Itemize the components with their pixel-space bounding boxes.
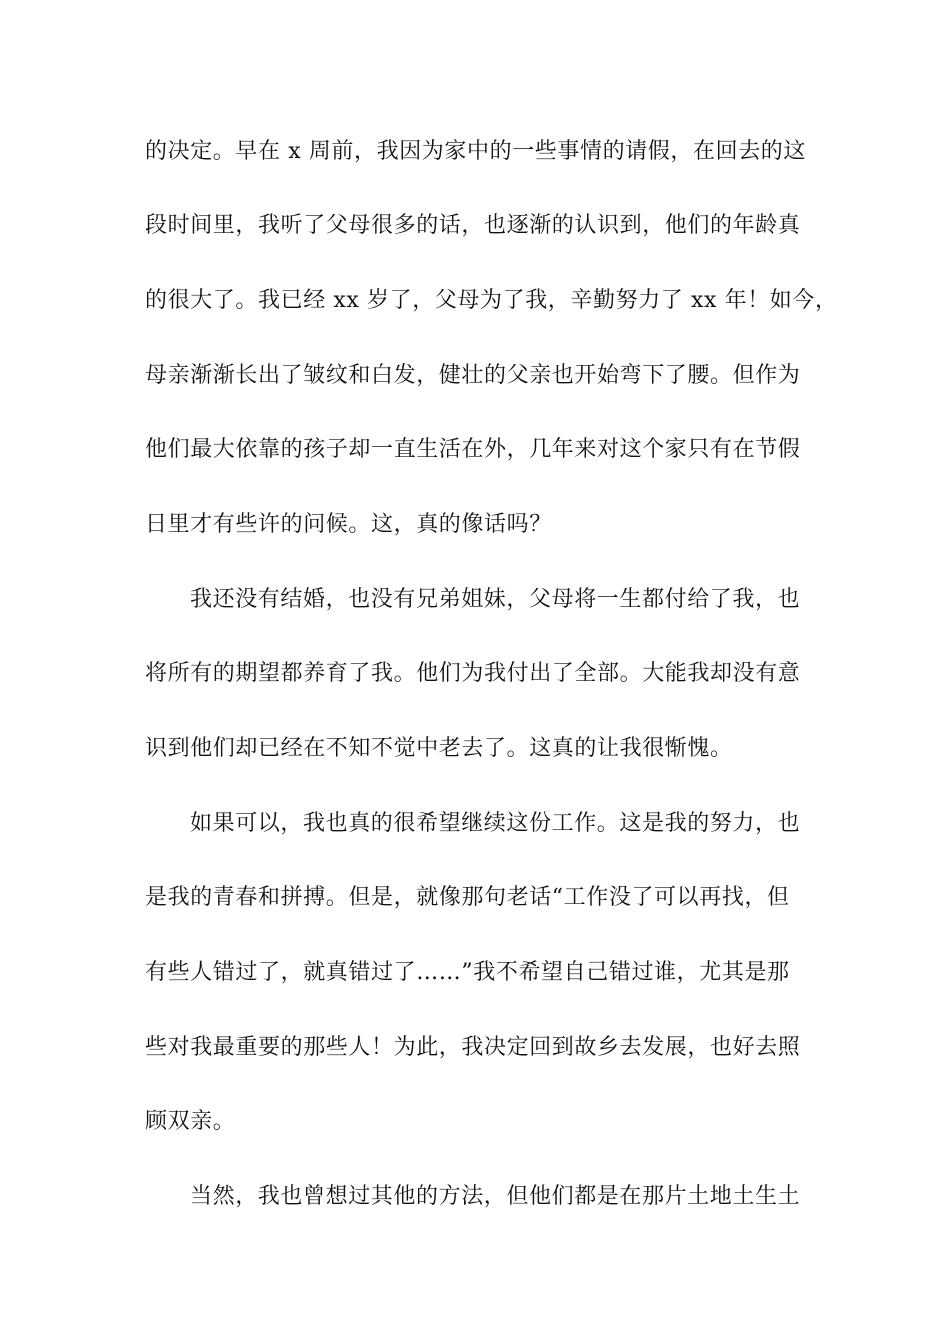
text-line: 是我的青春和拼搏。但是，就像那句老话“工作没了可以再找，但 (145, 885, 790, 910)
paragraph-start-line: 当然，我也曾想过其他的方法，但他们都是在那片土地土生土 (190, 1184, 801, 1209)
text-line: 识到他们却已经在不知不觉中老去了。这真的让我很惭愧。 (145, 736, 733, 761)
paragraph-start-line: 我还没有结婚，也没有兄弟姐妹，父母将一生都付给了我，也 (190, 587, 801, 612)
text-line: 日里才有些许的问候。这，真的像话吗？ (145, 512, 552, 537)
text-line: 段时间里，我听了父母很多的话，也逐渐的认识到，他们的年龄真 (145, 213, 801, 238)
text-line: 的决定。早在 x 周前，我因为家中的一些事情的请假，在回去的这 (145, 139, 806, 164)
text-line: 些对我最重要的那些人！为此，我决定回到故乡去发展，也好去照 (145, 1035, 801, 1060)
text-line: 的很大了。我已经 xx 岁了，父母为了我，辛勤努力了 xx 年！如今， (145, 288, 838, 313)
text-line: 母亲渐渐长出了皱纹和白发，健壮的父亲也开始弯下了腰。但作为 (145, 363, 801, 388)
text-line: 顾双亲。 (145, 1109, 236, 1134)
paragraph-start-line: 如果可以，我也真的很希望继续这份工作。这是我的努力，也 (190, 811, 801, 836)
text-line: 他们最大依靠的孩子却一直生活在外，几年来对这个家只有在节假 (145, 437, 801, 462)
text-line: 将所有的期望都养育了我。他们为我付出了全部。大能我却没有意 (145, 661, 801, 686)
text-line: 有些人错过了，就真错过了……”我不希望自己错过谁，尤其是那 (145, 960, 790, 985)
